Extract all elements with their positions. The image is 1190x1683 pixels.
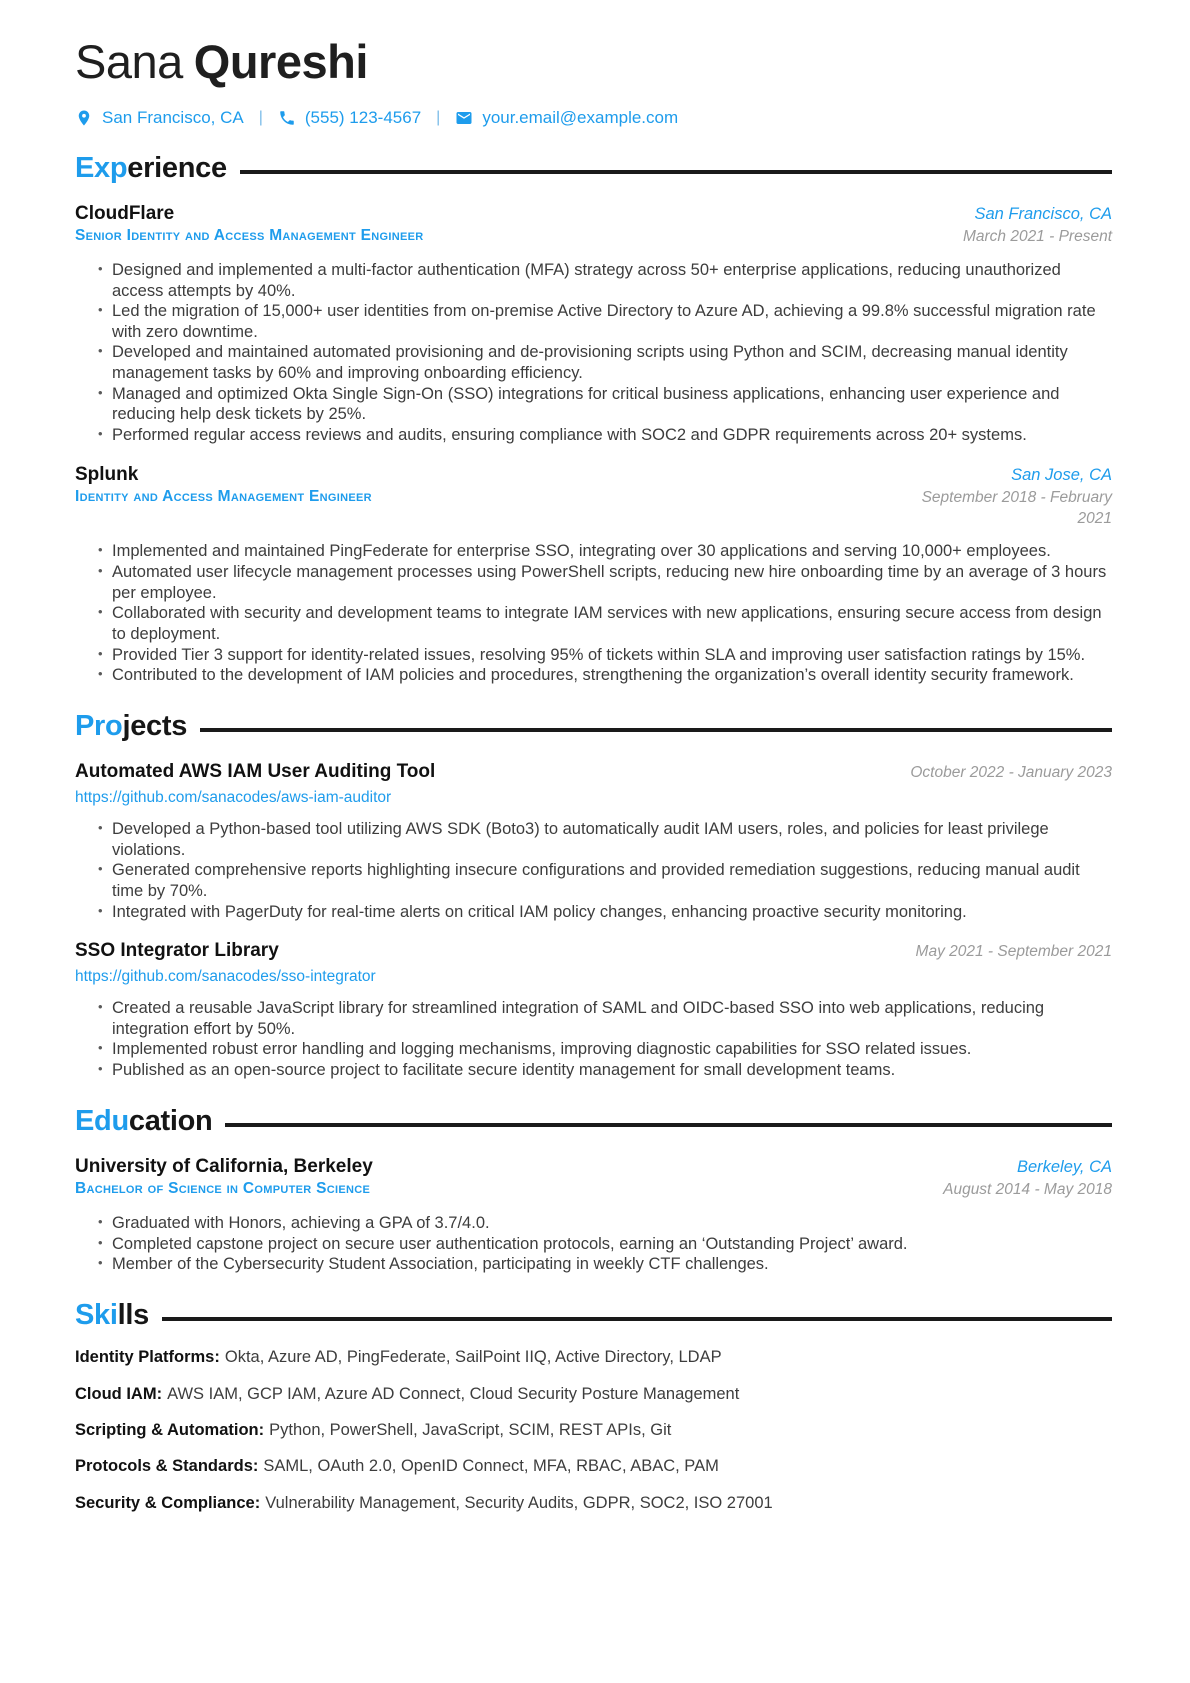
skills-title-accent: Ski xyxy=(75,1298,118,1331)
bullet-item: • Developed and maintained automated provisioning and de-provisioning scripts using Python and SCIM, decreasing manual identity management tasks by 60% and improving onboarding efficiency. xyxy=(75,342,1112,383)
skill-value: Vulnerability Management, Security Audits, GDPR, SOC2, ISO 27001 xyxy=(265,1493,773,1512)
job-dates: March 2021 - Present xyxy=(962,228,1112,246)
skill-label: Identity Platforms: xyxy=(75,1348,220,1367)
project-dates: May 2021 - September 2021 xyxy=(915,943,1112,961)
skills-section-header xyxy=(75,1299,1112,1332)
experience-section xyxy=(75,152,1112,686)
skill-label: Security & Compliance: xyxy=(75,1493,261,1512)
candidate-first-name: Sana xyxy=(75,35,183,88)
skill-label: Cloud IAM: xyxy=(75,1384,163,1403)
envelope-icon xyxy=(455,109,473,127)
contact-phone-link[interactable] xyxy=(278,108,421,128)
skill-value: Okta, Azure AD, PingFederate, SailPoint IIQ, Active Directory, LDAP xyxy=(224,1348,722,1367)
skill-value: AWS IAM, GCP IAM, Azure AD Connect, Cloud Security Posture Management xyxy=(167,1384,740,1403)
bullet-item: • Member of the Cybersecurity Student Association, participating in weekly CTF challenges. xyxy=(75,1254,1112,1275)
location-pin-icon xyxy=(75,109,93,127)
bullet-item: • Developed a Python-based tool utilizing AWS SDK (Boto3) to automatically audit IAM users, roles, and policies for least privilege violations. xyxy=(75,819,1112,860)
bullet-item: • Published as an open-source project to facilitate secure identity management for small development teams. xyxy=(75,1060,1112,1081)
job-bullet-list xyxy=(75,260,1112,446)
job-title: Senior Identity and Access Management Engineer xyxy=(75,227,424,245)
company-name: CloudFlare xyxy=(75,203,175,225)
project-dates: October 2022 - January 2023 xyxy=(910,764,1112,782)
contact-email-text: your.email@example.com xyxy=(482,107,679,127)
bullet-item: • Generated comprehensive reports highlighting insecure configurations and provided remediation suggestions, reducing manual audit time by 70%. xyxy=(75,860,1112,901)
company-location: San Jose, CA xyxy=(1011,465,1112,484)
bullet-item: • Contributed to the development of IAM policies and procedures, strengthening the organization’s overall identity security framework. xyxy=(75,665,1112,686)
job-title: Identity and Access Management Engineer xyxy=(75,487,372,505)
bullet-item: • Implemented and maintained PingFederate for enterprise SSO, integrating over 30 applications and serving 10,000+ employees. xyxy=(75,541,1112,562)
projects-title xyxy=(75,710,187,743)
bullet-item: • Performed regular access reviews and audits, ensuring compliance with SOC2 and GDPR requirements across 20+ systems. xyxy=(75,425,1112,446)
experience-title-accent: Exp xyxy=(75,151,128,184)
project-bullet-list xyxy=(75,819,1112,922)
bullet-item: • Led the migration of 15,000+ user identities from on-premise Active Directory to Azure AD, achieving a 99.8% successful migration rate with zero downtime. xyxy=(75,301,1112,342)
project-link[interactable]: https://github.com/sanacodes/aws-iam-auditor xyxy=(75,789,392,807)
school-location: Berkeley, CA xyxy=(1016,1157,1112,1176)
contact-phone-text: (555) 123-4567 xyxy=(304,107,422,127)
education-title xyxy=(75,1105,212,1138)
bullet-item: • Completed capstone project on secure user authentication protocols, earning an ‘Outstanding Project’ award. xyxy=(75,1234,1112,1255)
project-name: SSO Integrator Library xyxy=(75,940,279,962)
job-bullet-list xyxy=(75,541,1112,685)
experience-title xyxy=(75,152,227,185)
section-divider-line xyxy=(162,1317,1112,1321)
bullet-item: • Implemented robust error handling and logging mechanisms, improving diagnostic capabilities for SSO related issues. xyxy=(75,1039,1112,1060)
projects-section xyxy=(75,710,1112,1081)
projects-section-header xyxy=(75,710,1112,743)
skill-value: Python, PowerShell, JavaScript, SCIM, REST APIs, Git xyxy=(269,1420,672,1439)
education-title-rest: cation xyxy=(128,1104,213,1137)
project-bullet-list xyxy=(75,998,1112,1081)
section-divider-line xyxy=(225,1123,1112,1127)
contact-separator: | xyxy=(436,108,441,126)
skill-row-security-compliance xyxy=(75,1493,1112,1514)
school-name: University of California, Berkeley xyxy=(75,1155,373,1177)
skill-value: SAML, OAuth 2.0, OpenID Connect, MFA, RBAC, ABAC, PAM xyxy=(263,1457,719,1476)
contact-location-link[interactable] xyxy=(75,108,244,128)
company-location: San Francisco, CA xyxy=(974,205,1112,224)
skill-row-cloud-iam xyxy=(75,1384,1112,1405)
bullet-item: • Designed and implemented a multi-factor authentication (MFA) strategy across 50+ enterprise applications, reducing unauthorized access attempts by 40%. xyxy=(75,260,1112,301)
skill-row-scripting-automation xyxy=(75,1420,1112,1441)
phone-icon xyxy=(278,109,296,127)
project-link[interactable]: https://github.com/sanacodes/sso-integrator xyxy=(75,968,376,986)
skill-label: Protocols & Standards: xyxy=(75,1457,259,1476)
project-entry-aws-iam-auditor xyxy=(75,761,1112,922)
projects-title-rest: jects xyxy=(122,709,188,742)
skill-row-identity-platforms xyxy=(75,1347,1112,1368)
degree-name: Bachelor of Science in Computer Science xyxy=(75,1179,371,1197)
bullet-item: • Integrated with PagerDuty for real-time alerts on critical IAM policy changes, enhancing proactive security monitoring. xyxy=(75,902,1112,923)
skills-title-rest: lls xyxy=(117,1298,149,1331)
section-divider-line xyxy=(240,170,1112,174)
experience-section-header xyxy=(75,152,1112,185)
bullet-item: • Managed and optimized Okta Single Sign-On (SSO) integrations for critical business applications, enhancing user experience and reducing help desk tickets by 25%. xyxy=(75,384,1112,425)
contact-bar xyxy=(75,108,1112,128)
company-name: Splunk xyxy=(75,463,139,485)
education-bullet-list xyxy=(75,1213,1112,1275)
bullet-item: • Provided Tier 3 support for identity-related issues, resolving 95% of tickets within SLA and improving user satisfaction ratings by 15%. xyxy=(75,645,1112,666)
experience-title-rest: erience xyxy=(127,151,227,184)
section-divider-line xyxy=(200,728,1112,732)
skill-label: Scripting & Automation: xyxy=(75,1420,265,1439)
bullet-item: • Collaborated with security and development teams to integrate IAM services with new applications, ensuring secure access from design to deployment. xyxy=(75,603,1112,644)
job-dates: September 2018 - February 2021 xyxy=(921,488,1112,527)
contact-email-link[interactable] xyxy=(455,108,678,128)
skill-row-protocols-standards xyxy=(75,1456,1112,1477)
projects-title-accent: Pro xyxy=(75,709,123,742)
candidate-last-name: Qureshi xyxy=(193,35,368,88)
experience-entry-cloudflare xyxy=(75,203,1112,446)
contact-separator: | xyxy=(258,108,263,126)
bullet-item: • Created a reusable JavaScript library for streamlined integration of SAML and OIDC-based SSO into web applications, reducing integration effort by 50%. xyxy=(75,998,1112,1039)
experience-entry-splunk xyxy=(75,464,1112,686)
project-entry-sso-integrator xyxy=(75,940,1112,1080)
contact-location-text: San Francisco, CA xyxy=(102,107,244,127)
education-dates: August 2014 - May 2018 xyxy=(943,1180,1112,1198)
education-title-accent: Edu xyxy=(75,1104,129,1137)
candidate-name xyxy=(75,36,1112,88)
education-entry-berkeley xyxy=(75,1156,1112,1275)
skills-section xyxy=(75,1299,1112,1515)
education-section-header xyxy=(75,1105,1112,1138)
bullet-item: • Graduated with Honors, achieving a GPA of 3.7/4.0. xyxy=(75,1213,1112,1234)
education-section xyxy=(75,1105,1112,1275)
skills-title xyxy=(75,1299,149,1332)
bullet-item: • Automated user lifecycle management processes using PowerShell scripts, reducing new hire onboarding time by an average of 3 hours per employee. xyxy=(75,562,1112,603)
project-name: Automated AWS IAM User Auditing Tool xyxy=(75,761,436,783)
